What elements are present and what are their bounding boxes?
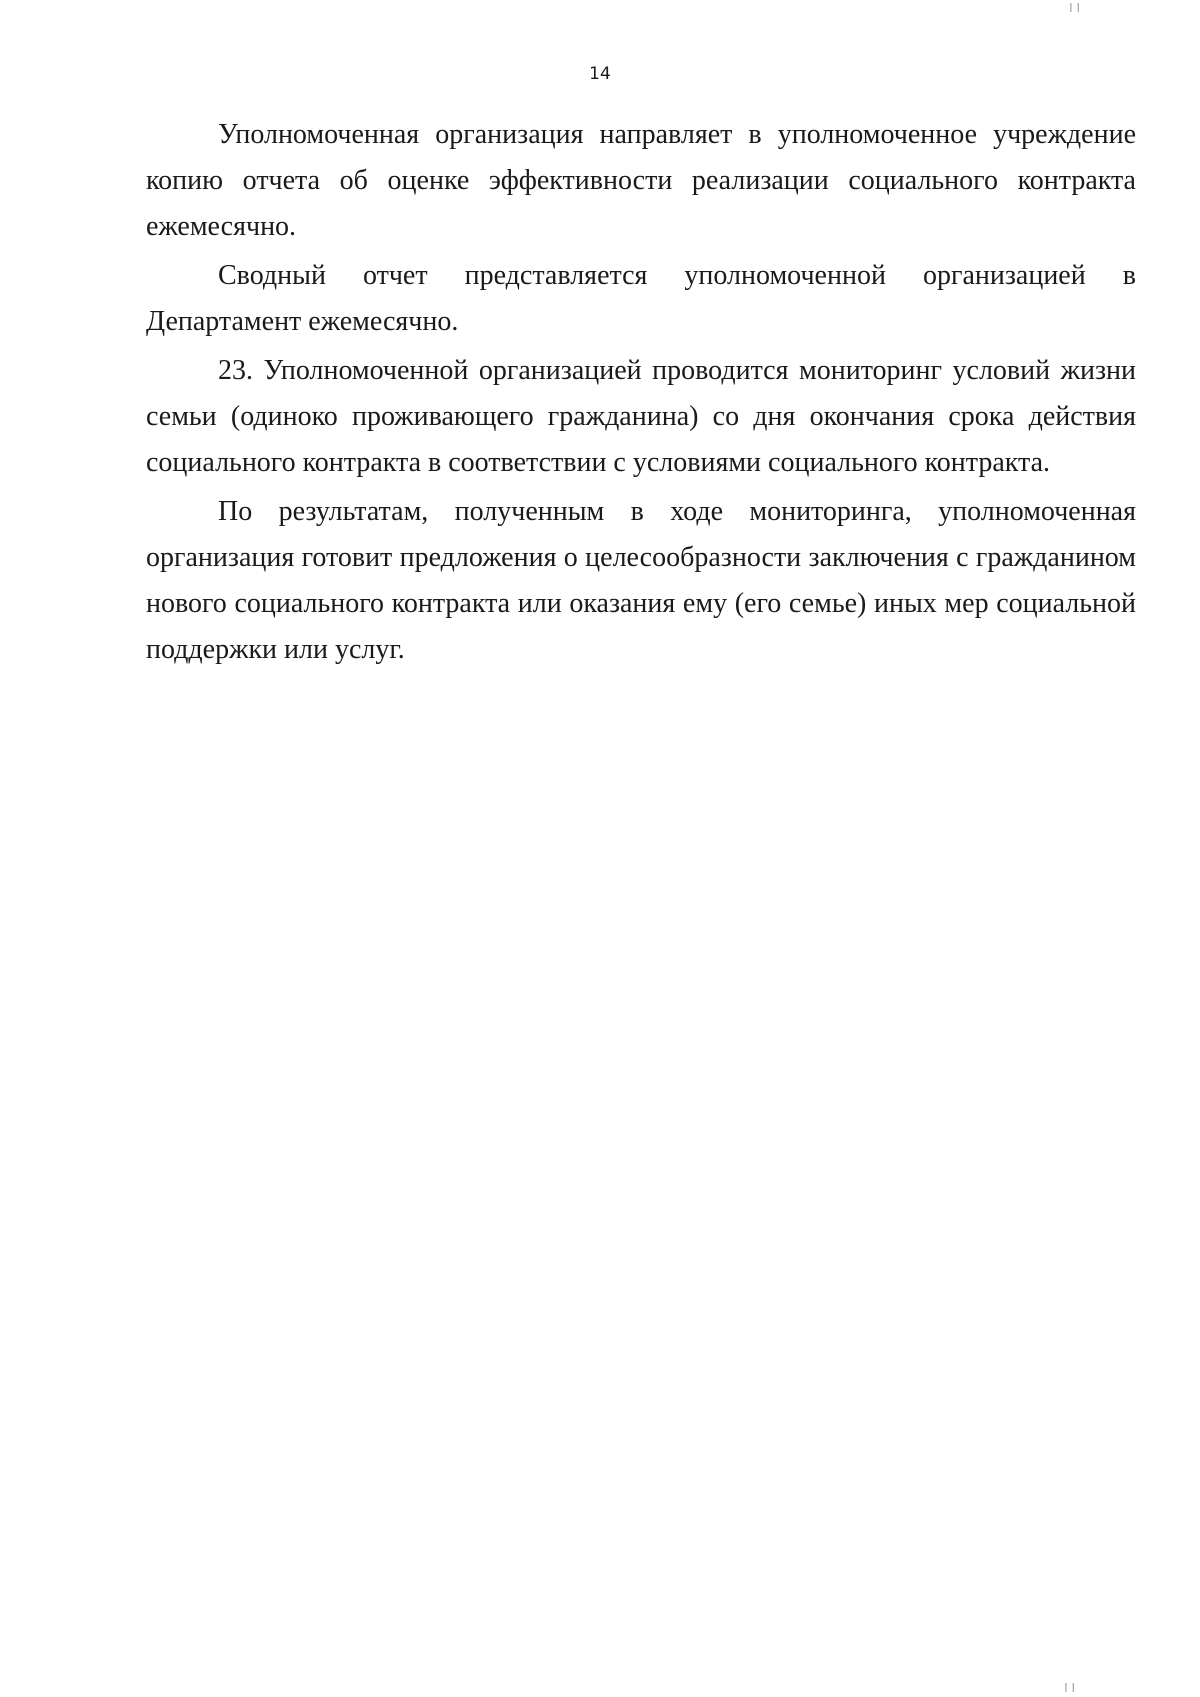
page-number: 14 xyxy=(589,64,611,84)
paragraph: 23. Уполномоченной организацией проводится мониторинг условий жизни семьи (одиноко проживающего гражданина) со дня окончания срока действия социального контракта в соответствии с условиями социального контракта. xyxy=(146,355,1136,478)
paragraph: Сводный отчет представляется уполномоченной организацией в Департамент ежемесячно. xyxy=(146,260,1136,337)
paragraph: Уполномоченная организация направляет в уполномоченное учреждение копию отчета об оценке эффективности реализации социального контракта ежемесячно. xyxy=(146,119,1136,242)
document-body xyxy=(146,112,1136,676)
scan-edge-mark: ׀ ׀ xyxy=(1069,0,1080,14)
paragraph: По результатам, полученным в ходе мониторинга, уполномоченная организация готовит предложения о целесообразности заключения с гражданином нового социального контракта или оказания ему (его семье) иных мер социальной поддержки или услуг. xyxy=(146,496,1136,665)
scan-edge-mark: ׀ ׀ xyxy=(1064,1680,1075,1694)
